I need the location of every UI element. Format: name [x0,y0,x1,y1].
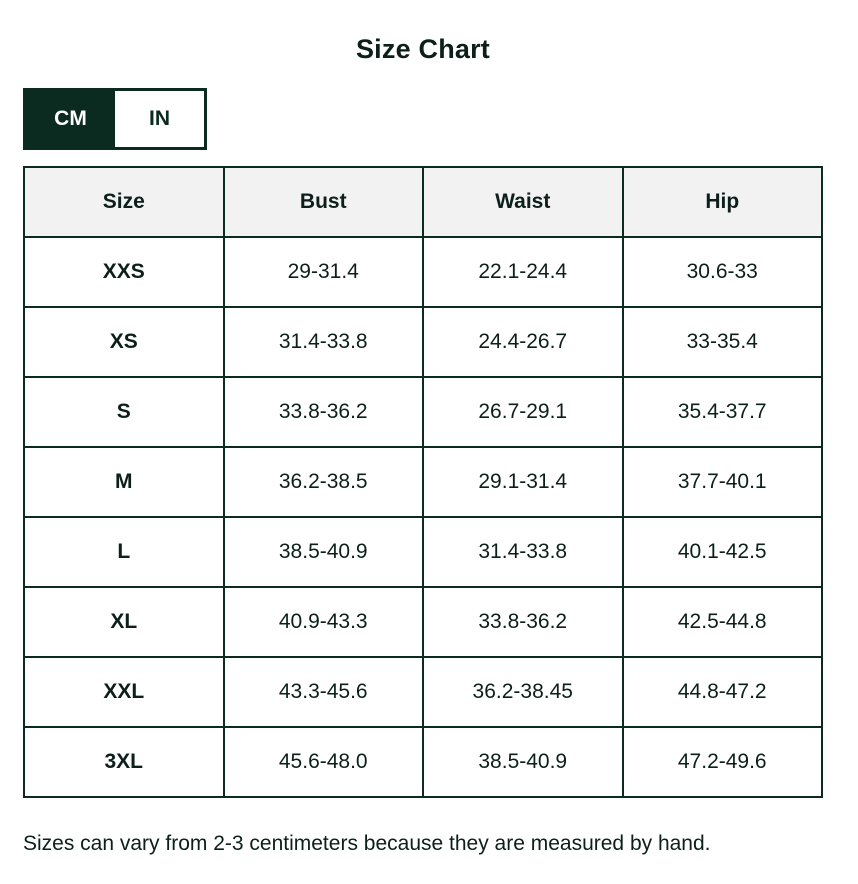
hip-cell: 40.1-42.5 [623,517,823,587]
bust-cell: 31.4-33.8 [224,307,424,377]
hip-cell: 44.8-47.2 [623,657,823,727]
table-row [24,237,822,307]
header-hip: Hip [623,167,823,237]
table-row [24,657,822,727]
hip-cell: 35.4-37.7 [623,377,823,447]
table-row [24,447,822,517]
waist-cell: 38.5-40.9 [423,727,623,797]
waist-cell: 22.1-24.4 [423,237,623,307]
size-cell: S [24,377,224,447]
unit-in-button[interactable]: IN [115,91,204,147]
hip-cell: 30.6-33 [623,237,823,307]
bust-cell: 38.5-40.9 [224,517,424,587]
table-header-row [24,167,822,237]
bust-cell: 33.8-36.2 [224,377,424,447]
waist-cell: 26.7-29.1 [423,377,623,447]
bust-cell: 40.9-43.3 [224,587,424,657]
size-cell: L [24,517,224,587]
size-cell: 3XL [24,727,224,797]
page-title: Size Chart [355,34,491,64]
size-cell: XL [24,587,224,657]
unit-cm-button[interactable]: CM [26,91,115,147]
size-cell: XS [24,307,224,377]
bust-cell: 36.2-38.5 [224,447,424,517]
waist-cell: 36.2-38.45 [423,657,623,727]
size-cell: XXL [24,657,224,727]
table-row [24,727,822,797]
bust-cell: 43.3-45.6 [224,657,424,727]
size-cell: M [24,447,224,517]
hip-cell: 47.2-49.6 [623,727,823,797]
hip-cell: 37.7-40.1 [623,447,823,517]
waist-cell: 24.4-26.7 [423,307,623,377]
header-size: Size [24,167,224,237]
waist-cell: 31.4-33.8 [423,517,623,587]
header-waist: Waist [423,167,623,237]
unit-toggle [23,88,207,150]
size-table [23,166,823,798]
bust-cell: 45.6-48.0 [224,727,424,797]
table-row [24,307,822,377]
table-row [24,517,822,587]
hip-cell: 33-35.4 [623,307,823,377]
header-bust: Bust [224,167,424,237]
waist-cell: 29.1-31.4 [423,447,623,517]
waist-cell: 33.8-36.2 [423,587,623,657]
measurement-footnote: Sizes can vary from 2-3 centimeters because they are measured by hand. [23,832,711,855]
table-row [24,377,822,447]
size-cell: XXS [24,237,224,307]
bust-cell: 29-31.4 [224,237,424,307]
hip-cell: 42.5-44.8 [623,587,823,657]
table-row [24,587,822,657]
